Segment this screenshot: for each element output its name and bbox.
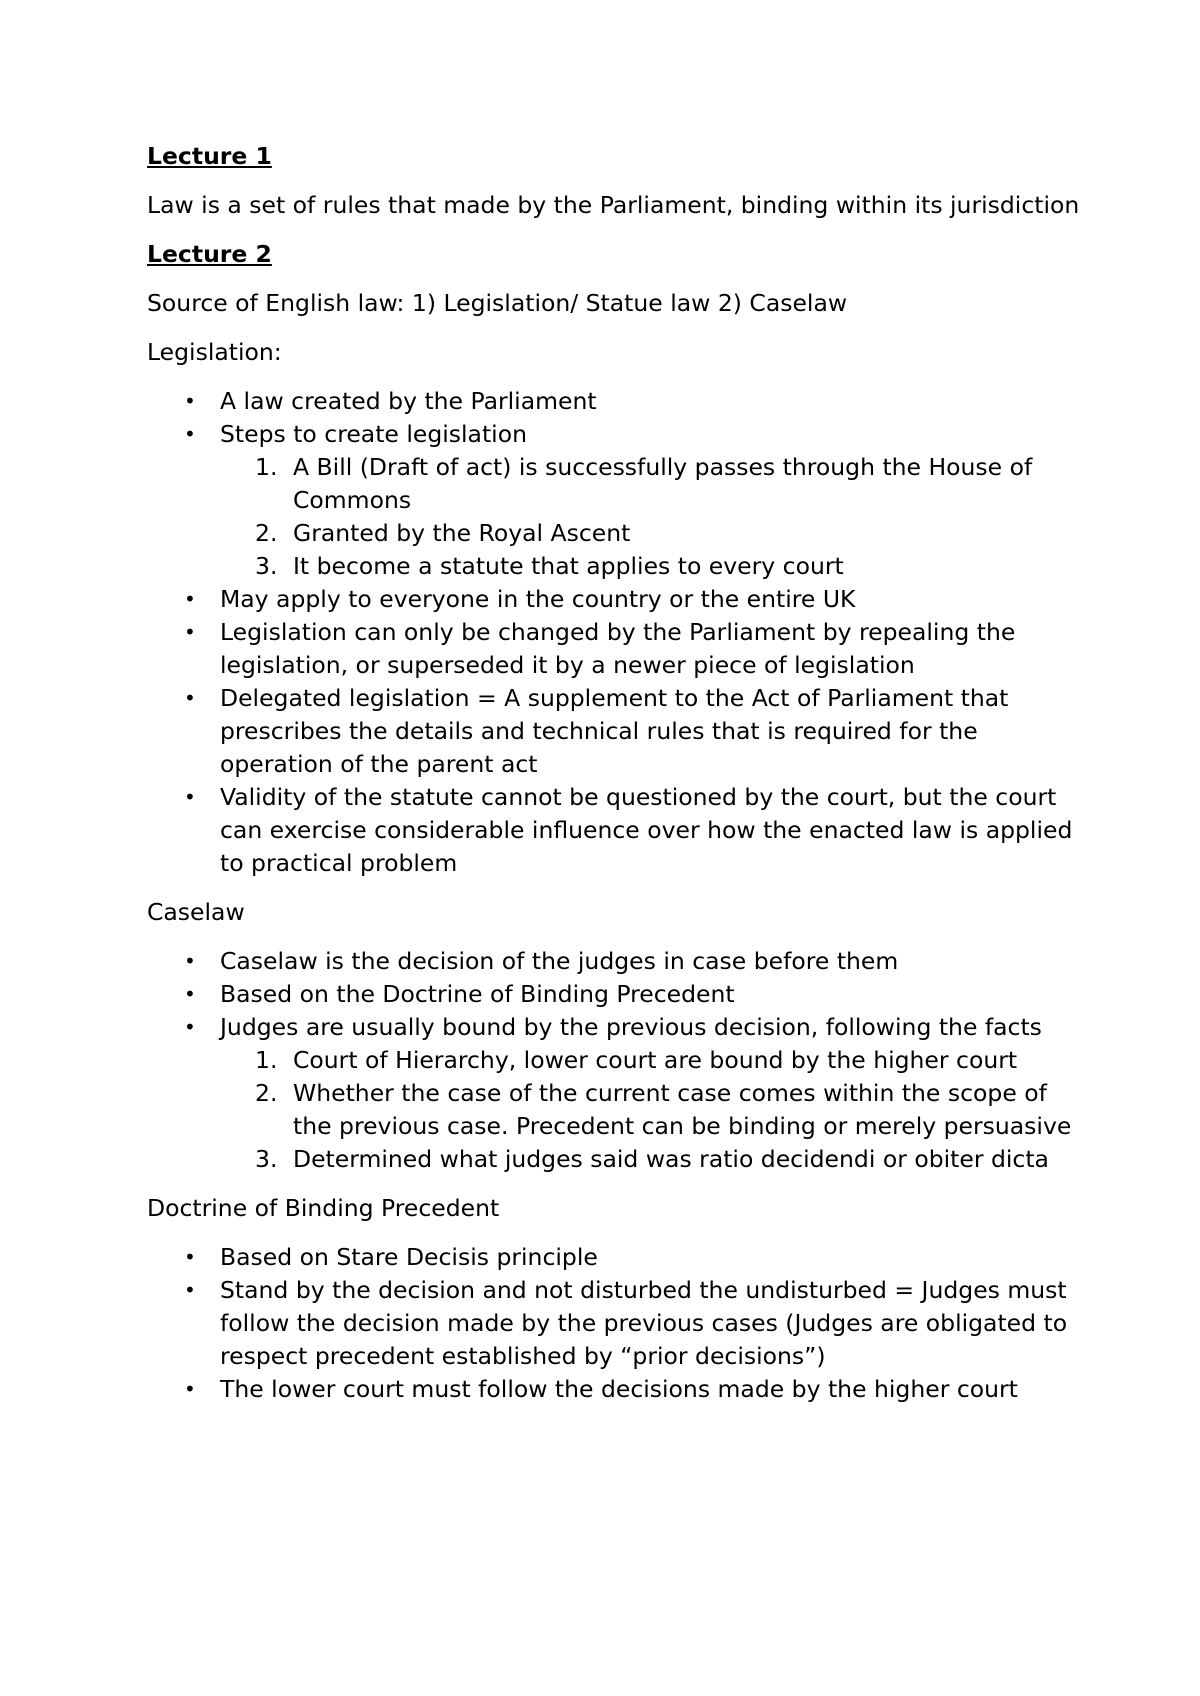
caselaw-list: [147, 945, 1087, 1176]
lecture-1-heading: Lecture 1: [147, 142, 272, 170]
list-item: [147, 616, 1087, 682]
list-item-text: Delegated legislation = A supplement to the Act of Parliament that prescribes the details and technical rules that is required for the operation of the parent act: [220, 684, 1009, 778]
list-item: [147, 1373, 1087, 1406]
bullet-icon: •: [184, 949, 196, 973]
list-item-text: Based on Stare Decisis principle: [220, 1243, 598, 1271]
number-label: 3.: [255, 552, 278, 580]
numbered-item-text: It become a statute that applies to every court: [293, 552, 844, 580]
list-item-text: May apply to everyone in the country or the entire UK: [220, 585, 856, 613]
list-item-text: The lower court must follow the decisions made by the higher court: [220, 1375, 1018, 1403]
numbered-item: [220, 1044, 1087, 1077]
numbered-item-text: Determined what judges said was ratio decidendi or obiter dicta: [293, 1145, 1049, 1173]
numbered-item: [220, 1077, 1087, 1143]
list-item-text: Judges are usually bound by the previous decision, following the facts: [220, 1013, 1042, 1041]
numbered-item: [220, 451, 1087, 517]
number-label: 1.: [255, 453, 278, 481]
sources-of-law: Source of English law: 1) Legislation/ Statue law 2) Caselaw: [147, 289, 848, 317]
legislation-list: [147, 385, 1087, 880]
list-item-text: Stand by the decision and not disturbed the undisturbed = Judges must follow the decision made by the previous cases (Judges are obligated to respect precedent established by “prior decisions”): [220, 1276, 1068, 1370]
legislation-title: Legislation:: [147, 338, 282, 366]
number-label: 1.: [255, 1046, 278, 1074]
bullet-icon: •: [184, 1015, 196, 1039]
bullet-icon: •: [184, 686, 196, 710]
list-item-text: Validity of the statute cannot be questioned by the court, but the court can exercise considerable influence over how the enacted law is applied to practical problem: [220, 783, 1073, 877]
doctrine-list: [147, 1241, 1087, 1406]
list-item-text: Steps to create legislation: [220, 420, 527, 448]
bullet-icon: •: [184, 982, 196, 1006]
list-item-text: Legislation can only be changed by the Parliament by repealing the legislation, or superseded it by a newer piece of legislation: [220, 618, 1016, 679]
list-item-text: A law created by the Parliament: [220, 387, 597, 415]
list-item-text: Caselaw is the decision of the judges in case before them: [220, 947, 899, 975]
doctrine-title: Doctrine of Binding Precedent: [147, 1194, 500, 1222]
bullet-icon: •: [184, 389, 196, 413]
list-item: [147, 1011, 1087, 1176]
bullet-icon: •: [184, 1278, 196, 1302]
bullet-icon: •: [184, 422, 196, 446]
number-label: 3.: [255, 1145, 278, 1173]
list-item: [147, 385, 1087, 418]
numbered-item-text: Court of Hierarchy, lower court are bound by the higher court: [293, 1046, 1018, 1074]
list-item: [147, 781, 1087, 880]
list-item: [147, 682, 1087, 781]
number-label: 2.: [255, 519, 278, 547]
list-item: [147, 978, 1087, 1011]
number-label: 2.: [255, 1079, 278, 1107]
bullet-icon: •: [184, 587, 196, 611]
bullet-icon: •: [184, 1245, 196, 1269]
numbered-item: [220, 550, 1087, 583]
bullet-icon: •: [184, 785, 196, 809]
numbered-item-text: Whether the case of the current case comes within the scope of the previous case. Precedent can be binding or merely persuasive: [293, 1079, 1072, 1140]
numbered-item-text: Granted by the Royal Ascent: [293, 519, 631, 547]
lecture-2-heading: Lecture 2: [147, 240, 272, 268]
list-item: [147, 583, 1087, 616]
list-item: [147, 1241, 1087, 1274]
caselaw-title: Caselaw: [147, 898, 245, 926]
list-item: [147, 1274, 1087, 1373]
legislation-steps: [220, 451, 1087, 583]
bullet-icon: •: [184, 1377, 196, 1401]
bullet-icon: •: [184, 620, 196, 644]
caselaw-steps: [220, 1044, 1087, 1176]
numbered-item: [220, 1143, 1087, 1176]
numbered-item-text: A Bill (Draft of act) is successfully passes through the House of Commons: [293, 453, 1033, 514]
list-item-text: Based on the Doctrine of Binding Precedent: [220, 980, 735, 1008]
list-item: [147, 945, 1087, 978]
document-page: [147, 140, 1087, 1422]
law-definition: Law is a set of rules that made by the Parliament, binding within its jurisdiction: [147, 191, 1080, 219]
list-item: [147, 418, 1087, 583]
numbered-item: [220, 517, 1087, 550]
